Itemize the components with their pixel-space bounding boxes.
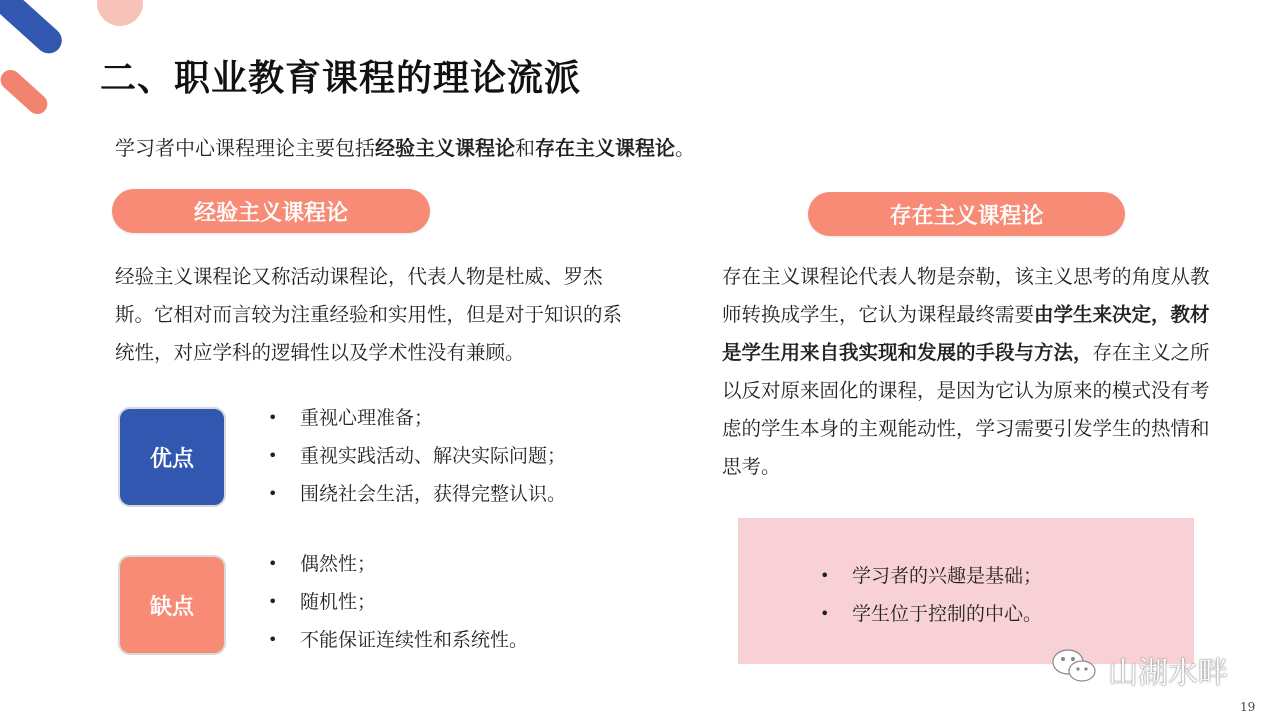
intro-text: [115, 132, 695, 161]
list-item: • 重视心理准备；: [268, 399, 566, 437]
intro-suffix: 。: [675, 136, 695, 160]
intro-prefix: 学习者中心课程理论主要包括: [115, 136, 375, 160]
list-item: • 不能保证连续性和系统性。: [268, 621, 528, 659]
decorative-pink-circle: [97, 0, 143, 26]
page-number: 19: [1240, 700, 1256, 714]
cons-list: [268, 545, 528, 659]
watermark-text: 山湖水畔: [1108, 656, 1228, 691]
intro-bold-1: 经验主义课程论: [375, 136, 515, 160]
highlight-box-list: [820, 557, 1042, 633]
decorative-coral-stripe: [0, 66, 51, 118]
list-item: • 重视实践活动、解决实际问题；: [268, 437, 566, 475]
list-item: • 学生位于控制的中心。: [820, 595, 1042, 633]
experientialism-pill: 经验主义课程论: [112, 189, 430, 233]
list-item: • 随机性；: [268, 583, 528, 621]
intro-bold-2: 存在主义课程论: [535, 136, 675, 160]
existentialism-paragraph-bold: 由学生来决定，教材是学生用来自我实现和发展的手段与方法，: [722, 303, 1210, 364]
experientialism-paragraph: 经验主义课程论又称活动课程论，代表人物是杜威、罗杰斯。它相对而言较为注重经验和实用性，但是对于知识的系统性，对应学科的逻辑性以及学术性没有兼顾。: [115, 265, 623, 364]
existentialism-paragraph: [722, 258, 1217, 486]
list-item: • 偶然性；: [268, 545, 528, 583]
existentialism-pill: 存在主义课程论: [808, 192, 1125, 236]
existentialism-paragraph-part1: 存在主义课程论代表人物是奈勒，该主义思考的角度从教师转换成学生，它认为课程最终需要: [722, 265, 1210, 326]
pros-tag: 优点: [118, 407, 226, 507]
watermark: [1050, 646, 1228, 694]
wechat-icon: [1050, 646, 1100, 694]
pros-list: [268, 399, 566, 513]
existentialism-paragraph-part2: 存在主义之所以反对原来固化的课程，是因为它认为原来的模式没有考虑的学生本身的主观能动性，学习需要引发学生的热情和思考。: [722, 341, 1210, 478]
cons-tag: 缺点: [118, 555, 226, 655]
list-item: • 学习者的兴趣是基础；: [820, 557, 1042, 595]
list-item: • 围绕社会生活，获得完整认识。: [268, 475, 566, 513]
decorative-blue-stripe: [0, 0, 67, 59]
slide-title: 二、职业教育课程的理论流派: [100, 57, 582, 99]
intro-mid: 和: [515, 136, 535, 160]
